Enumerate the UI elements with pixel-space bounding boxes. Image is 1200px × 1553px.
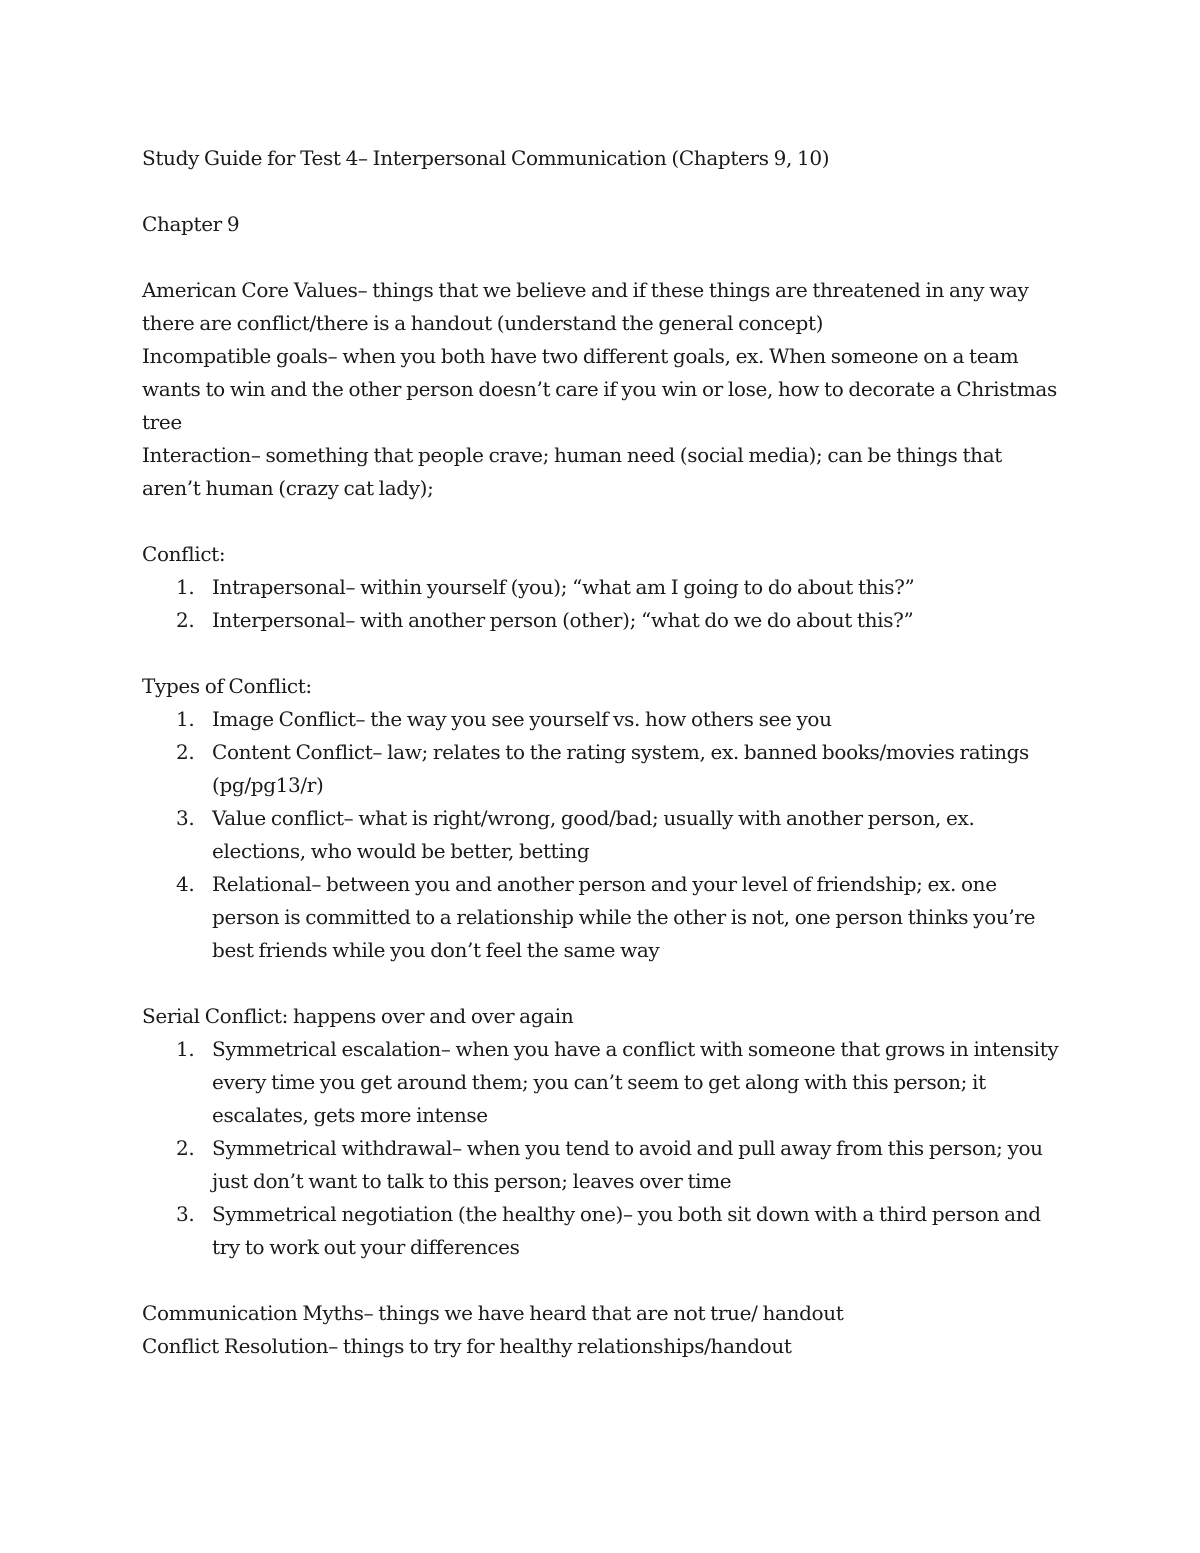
list-item-text: Value conflict– what is right/wrong, good/bad; usually with another person, ex. elections, who would be better, betting xyxy=(212,806,975,863)
list-number: 3. xyxy=(176,1202,195,1226)
list-item xyxy=(142,703,1062,736)
list-item-text: Intrapersonal– within yourself (you); “what am I going to do about this?” xyxy=(212,575,915,599)
list-item xyxy=(142,604,1062,637)
list-item xyxy=(142,868,1062,967)
list-item xyxy=(142,571,1062,604)
list-number: 3. xyxy=(176,806,195,830)
list-number: 2. xyxy=(176,1136,195,1160)
definition-interaction: Interaction– something that people crave; human need (social media); can be things that aren’t human (crazy cat lady); xyxy=(142,443,1002,500)
definition-incompatible-goals: Incompatible goals– when you both have two different goals, ex. When someone on a team wants to win and the other person doesn’t care if you win or lose, how to decorate a Christmas tree xyxy=(142,344,1057,434)
types-of-conflict-heading: Types of Conflict: xyxy=(142,674,312,698)
conflict-heading: Conflict: xyxy=(142,542,226,566)
chapter-heading: Chapter 9 xyxy=(142,212,240,236)
communication-myths-line: Communication Myths– things we have heard that are not true/ handout xyxy=(142,1301,844,1325)
definition-core-values: American Core Values– things that we believe and if these things are threatened in any way there are conflict/there is a handout (understand the general concept) xyxy=(142,278,1029,335)
serial-conflict-list xyxy=(142,1033,1062,1264)
spacer xyxy=(142,175,1062,208)
list-number: 1. xyxy=(176,1037,195,1061)
document-title: Study Guide for Test 4– Interpersonal Communication (Chapters 9, 10) xyxy=(142,146,830,170)
document-page xyxy=(142,142,1062,1363)
list-item xyxy=(142,1033,1062,1132)
list-item xyxy=(142,802,1062,868)
list-item-text: Content Conflict– law; relates to the rating system, ex. banned books/movies ratings (pg/pg13/r) xyxy=(212,740,1029,797)
list-number: 1. xyxy=(176,707,195,731)
list-number: 2. xyxy=(176,608,195,632)
list-item-text: Relational– between you and another person and your level of friendship; ex. one person is committed to a relationship while the other is not, one person thinks you’re best friends while you don’t feel the same way xyxy=(212,872,1036,962)
list-item-text: Symmetrical escalation– when you have a conflict with someone that grows in intensity every time you get around them; you can’t seem to get along with this person; it escalates, gets more intense xyxy=(212,1037,1059,1127)
list-item xyxy=(142,736,1062,802)
list-item-text: Interpersonal– with another person (other); “what do we do about this?” xyxy=(212,608,914,632)
types-of-conflict-list xyxy=(142,703,1062,967)
list-item-text: Symmetrical negotiation (the healthy one)– you both sit down with a third person and try to work out your differences xyxy=(212,1202,1041,1259)
spacer xyxy=(142,637,1062,670)
conflict-resolution-line: Conflict Resolution– things to try for healthy relationships/handout xyxy=(142,1334,792,1358)
list-number: 4. xyxy=(176,872,195,896)
spacer xyxy=(142,967,1062,1000)
list-number: 2. xyxy=(176,740,195,764)
spacer xyxy=(142,241,1062,274)
spacer xyxy=(142,1264,1062,1297)
serial-conflict-heading: Serial Conflict: happens over and over again xyxy=(142,1004,574,1028)
spacer xyxy=(142,505,1062,538)
list-number: 1. xyxy=(176,575,195,599)
list-item xyxy=(142,1132,1062,1198)
list-item-text: Image Conflict– the way you see yourself vs. how others see you xyxy=(212,707,832,731)
conflict-list xyxy=(142,571,1062,637)
list-item-text: Symmetrical withdrawal– when you tend to avoid and pull away from this person; you just don’t want to talk to this person; leaves over time xyxy=(212,1136,1043,1193)
list-item xyxy=(142,1198,1062,1264)
